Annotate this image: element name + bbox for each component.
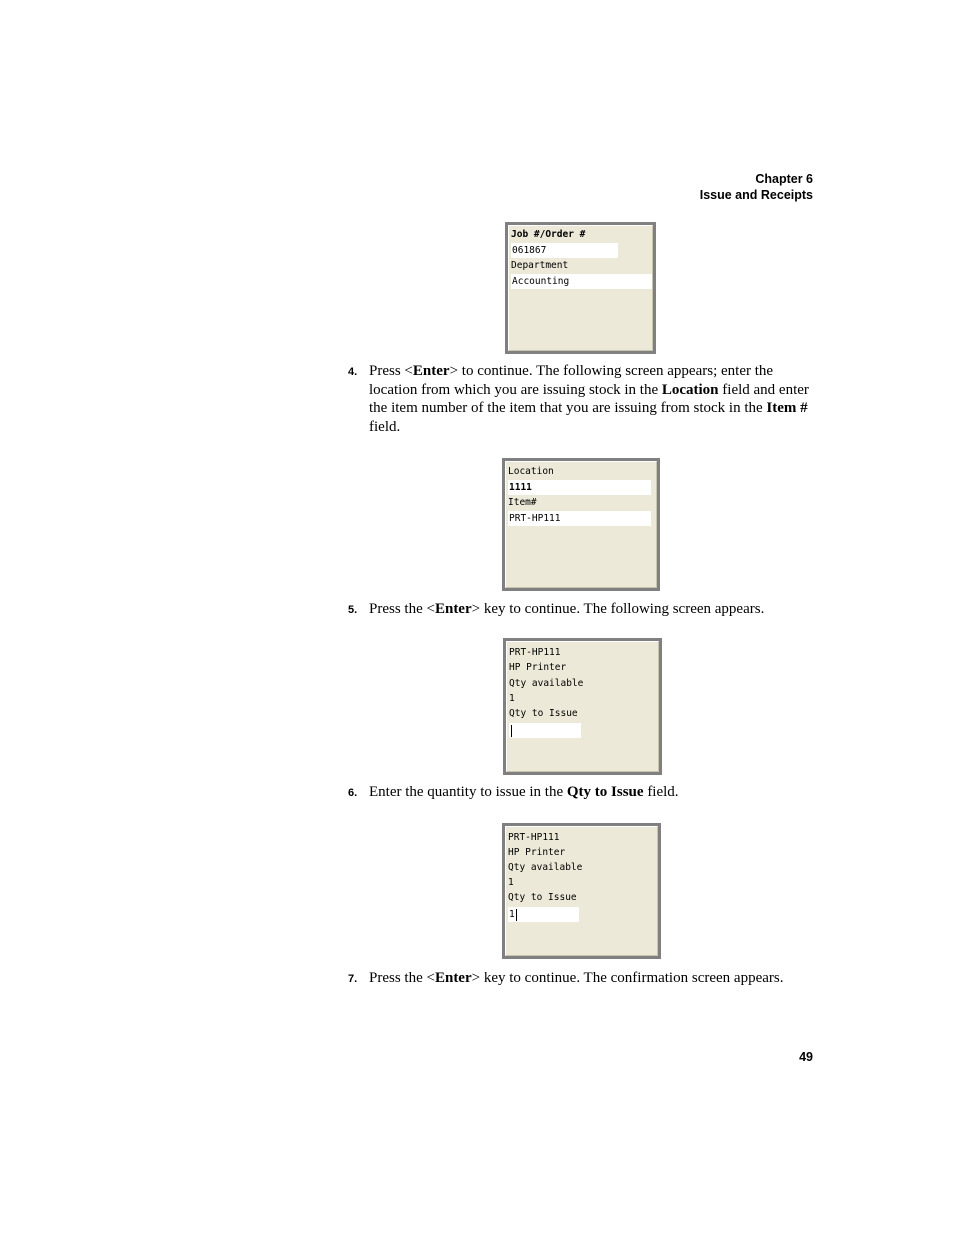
text-run: Press the < (369, 601, 435, 617)
qty-to-issue-field[interactable] (509, 723, 581, 738)
text-run: field. (643, 784, 679, 800)
terminal-screen-qty-filled (502, 823, 661, 959)
enter-key-label: Enter (434, 601, 472, 617)
step-number: 6. (348, 787, 358, 799)
location-field[interactable]: 1111 (508, 480, 651, 495)
item-number-text: PRT-HP111 (508, 832, 560, 843)
text-run: > key to continue. The following screen appears. (471, 601, 765, 617)
step-text (369, 362, 819, 436)
qty-to-issue-label: Qty to Issue (508, 892, 577, 903)
location-label: Location (508, 466, 554, 477)
item-field-ref: Item # (766, 400, 808, 417)
enter-key-label: Enter (412, 363, 450, 379)
terminal-screen-job-order (505, 222, 656, 354)
location-field-ref: Location (661, 381, 719, 398)
item-description-text: HP Printer (508, 847, 566, 858)
step-text (369, 600, 819, 619)
qty-to-issue-value: 1 (509, 909, 515, 920)
qty-to-issue-label: Qty to Issue (509, 708, 578, 719)
text-run: field. (369, 418, 401, 435)
text-run: > to continue. The following screen appears; enter the location from which you are issuing stock in the (369, 363, 774, 398)
qty-available-value: 1 (509, 693, 515, 704)
text-run: Press the < (369, 970, 435, 986)
step-number: 4. (348, 366, 358, 378)
terminal-screen-qty-empty (503, 638, 662, 775)
qty-available-label: Qty available (509, 678, 584, 689)
page-number: 49 (799, 1050, 813, 1064)
qty-available-label: Qty available (508, 862, 583, 873)
text-run: > key to continue. The confirmation screen appears. (471, 970, 784, 986)
step-number: 7. (348, 973, 358, 985)
chapter-label: Chapter 6 (755, 172, 813, 186)
text-caret (511, 725, 512, 737)
item-number-text: PRT-HP111 (509, 647, 561, 658)
text-run: Press < (369, 363, 413, 379)
text-caret (516, 909, 517, 921)
item-description-text: HP Printer (509, 662, 567, 673)
step-text (369, 783, 819, 802)
item-field[interactable]: PRT-HP111 (508, 511, 651, 526)
department-field[interactable]: Accounting (511, 274, 652, 289)
department-label: Department (511, 260, 569, 271)
running-header (700, 171, 813, 203)
qty-to-issue-field-ref: Qty to Issue (566, 784, 644, 800)
text-run: Enter the quantity to issue in the (369, 784, 567, 800)
job-order-field[interactable]: 061867 (511, 243, 618, 258)
text-run: field and enter the item number of the item that you are issuing from stock in the (369, 381, 809, 417)
section-title: Issue and Receipts (699, 188, 813, 202)
qty-to-issue-field[interactable] (508, 907, 579, 922)
item-label: Item# (508, 497, 537, 508)
terminal-screen-location-item (502, 458, 660, 591)
qty-available-value: 1 (508, 877, 514, 888)
enter-key-label: Enter (434, 970, 472, 986)
step-text (369, 969, 819, 988)
job-order-label: Job #/Order # (511, 229, 586, 240)
step-number: 5. (348, 604, 358, 616)
